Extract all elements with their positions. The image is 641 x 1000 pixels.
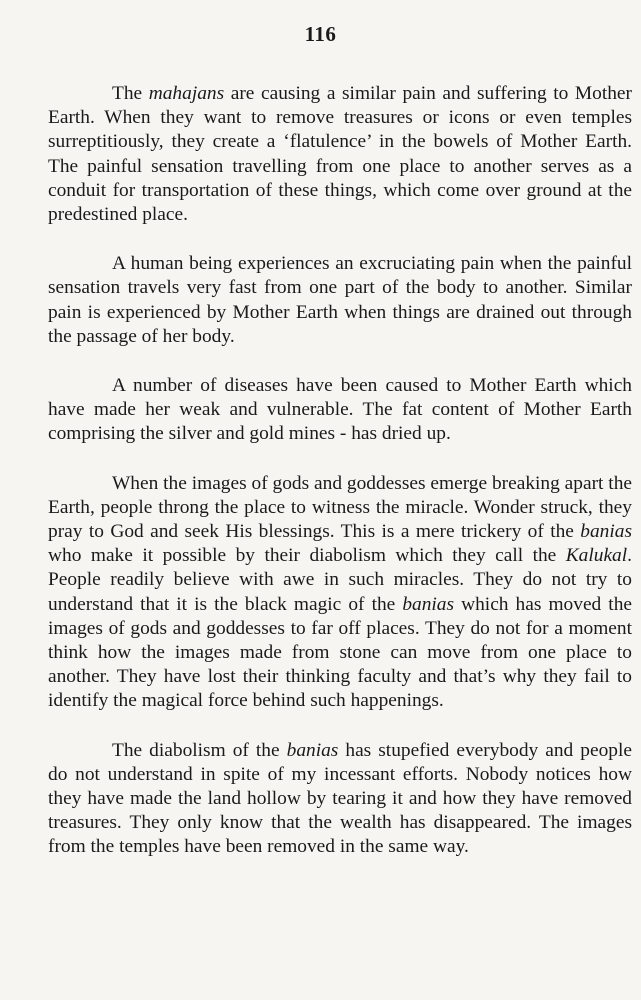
page-body — [48, 82, 632, 860]
text-run: A human being experiences an excruciating pain when the painful sensation travels very fast from one part of the body to another. Similar pain is experienced by Mother Earth when things are drained out through the passage of her body. — [48, 253, 632, 347]
text-run: The diabolism of the — [112, 739, 287, 761]
page-number: 116 — [304, 22, 337, 46]
text-run: A number of diseases have been caused to Mother Earth which have made her weak and vulnerable. The fat content of Mother Earth comprising the silver and gold mines - has dried up. — [48, 375, 632, 445]
text-run: The — [112, 83, 149, 104]
italic-term: mahajans — [148, 83, 225, 104]
text-run: are causing a similar pain and suffering to Mother Earth. When they want to remove treasures or icons or even temples surreptitiously, they create a ‘flatulence’ in the bowels of Mother Earth. The painful sensation travelling from one place to another serves as a conduit for transportation of these things, which come over ground at the predestined place. — [48, 83, 632, 226]
text-run: which has moved the images of gods and goddesses to far off places. They do not for a moment think how the images made from stone can move from one place to another. They have lost their thinking faculty and that’s why they fail to identify the magical force behind such happenings. — [48, 593, 632, 712]
italic-term: banias — [286, 739, 339, 761]
paragraph — [48, 472, 632, 714]
paragraph — [48, 739, 632, 860]
paragraph — [48, 252, 632, 349]
italic-term: banias — [402, 593, 455, 615]
text-run: who make it possible by their diabolism which they call the — [48, 545, 566, 567]
text-run: . People readily believe with awe in such miracles. They do not try to understand that it is the black magic of the — [48, 545, 632, 615]
paragraph — [48, 82, 632, 227]
italic-term: Kalukal — [565, 545, 628, 567]
text-run: has stupefied everybody and people do not understand in spite of my incessant efforts. Nobody notices how they have made the land hollow by tearing it and how they have removed treasures. They only know that the wealth has disappeared. The images from the temples have been removed in the same way. — [48, 739, 632, 858]
text-run: When the images of gods and goddesses emerge breaking apart the Earth, people throng the place to witness the miracle. Wonder struck, they pray to God and seek His blessings. This is a mere trickery of the — [48, 472, 632, 543]
paragraph — [48, 374, 632, 447]
italic-term: banias — [580, 521, 632, 543]
